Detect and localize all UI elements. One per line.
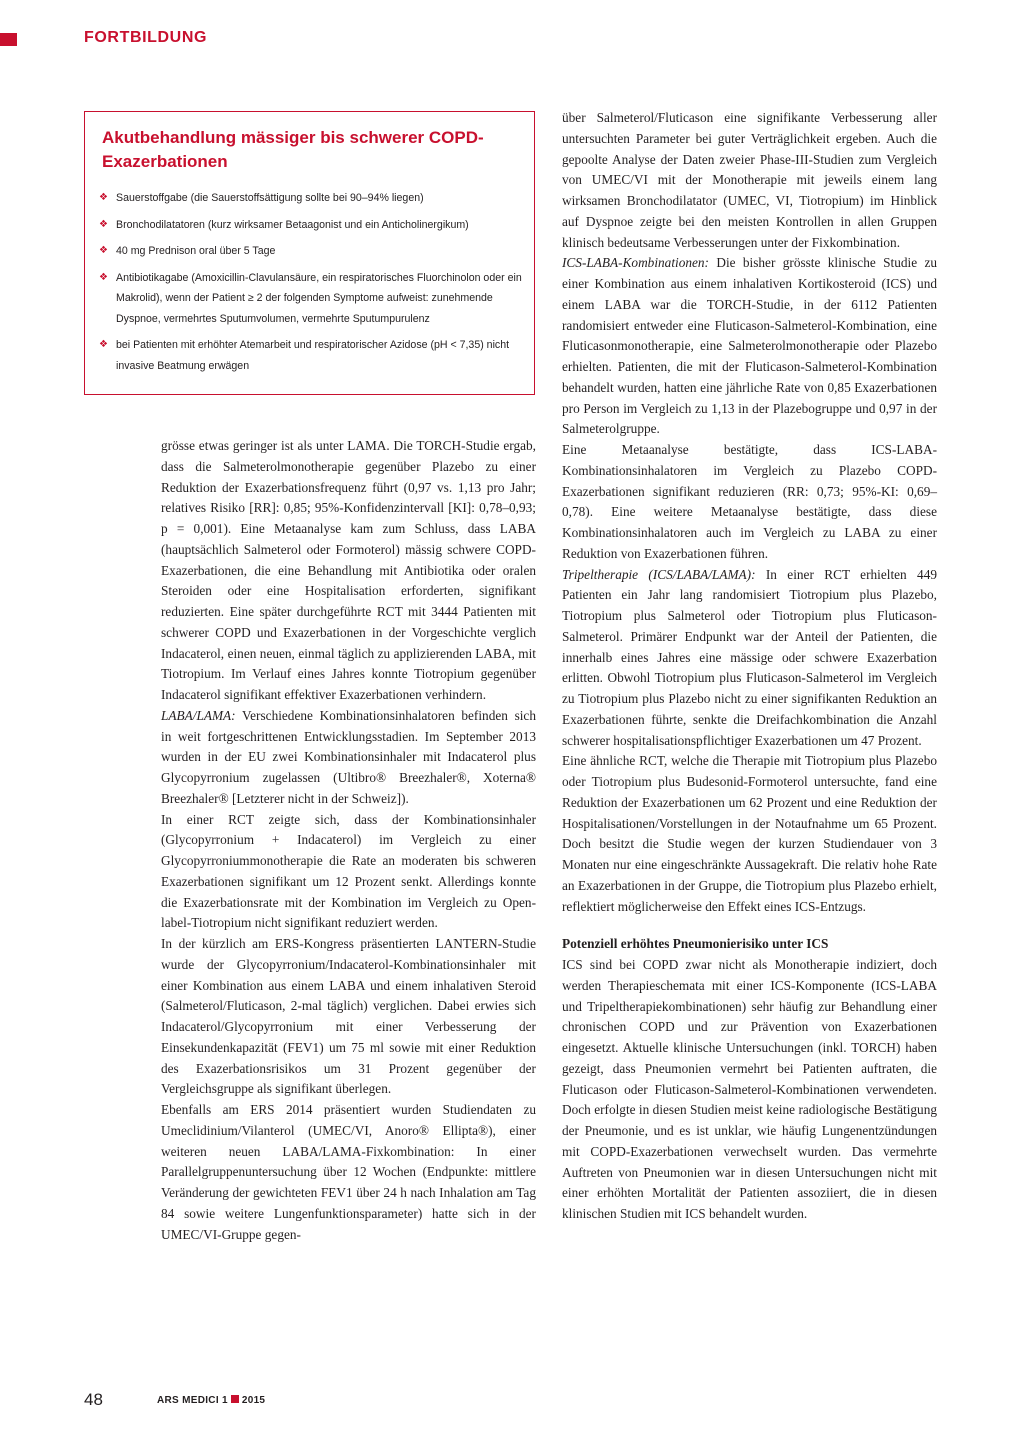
paragraph-lead: LABA/LAMA:	[161, 707, 236, 723]
paragraph: In der kürzlich am ERS-Kongress präsentierten LANTERN-Studie wurde der Glycopyrronium/Indacaterol-Kombinationsinhaler mit einer Kombination aus einem LABA und einem inhalativen Steroid (Salmeterol/Fluticason, 2-mal täglich) verglichen. Dabei erwies sich Indacaterol/Glycopyrronium mit einer Verbesserung der Einsekundenkapazität (FEV1) um 75 ml sowie mit einer Reduktion des Exazerbationsrisikos um 31 Prozent gegenüber der Vergleichsgruppe als signifikant überlegen.	[161, 936, 536, 1097]
section-marker	[0, 33, 17, 46]
subheading: Potenziell erhöhtes Pneumonierisiko unter ICS	[562, 936, 829, 952]
list-item: ❖ bei Patienten mit erhöhter Atemarbeit und respiratorischer Azidose (pH < 7,35) nicht invasive Beatmung erwägen	[99, 335, 524, 376]
left-column	[161, 436, 536, 1245]
diamond-bullet-icon: ❖	[99, 271, 108, 283]
footer-square-icon	[231, 1395, 239, 1403]
page-number: 48	[84, 1390, 103, 1409]
paragraph: In einer RCT zeigte sich, dass der Kombinationsinhaler (Glycopyrronium + Indacaterol) im Vergleich zu einer Glycopyrroniummonotherapie die Rate an moderaten bis schweren Exazerbationen signifikant um 12 Prozent senkt. Allerdings konnte die Exazerbationsrate mit der Kombination im Vergleich zu Open-label-Tiotropium nicht signifikant reduziert werden.	[161, 811, 536, 931]
paragraph: ICS-LABA-Kombinationen: Die bisher grösste klinische Studie zu einer Kombination aus einem inhalativen Kortikosteroid (ICS) und einem LABA war die TORCH-Studie, in der 6112 Patienten randomisiert entweder eine Fluticason-Salmeterol-Kombination, eine Fluticasonmonotherapie, eine Salmeterolmonotherapie oder Plazebo erhielten. Patienten, die mit der Fluticason-Salmeterol-Kombination behandelt wurden, hatten eine jährliche Rate von 0,85 Exazerbationen pro Person im Vergleich zu 1,13 in der Plazebogruppe und 0,97 in der Salmeterolgruppe.	[562, 255, 937, 437]
section-label: FORTBILDUNG	[84, 29, 208, 46]
infobox	[84, 111, 535, 395]
paragraph: ICS sind bei COPD zwar nicht als Monotherapie indiziert, doch werden Therapieschemata mit einer ICS-Komponente (ICS-LABA und Tripeltherapiekombinationen) sehr häufig zur Behandlung einer chronischen COPD und zur Prävention von Exazerbationen eingesetzt. Aktuelle klinische Untersuchungen (inkl. TORCH) haben gezeigt, dass Pneumonien vermehrt bei Patienten auftraten, die Fluticason oder Fluticason-Salmeterol-Kombinationen verwendeten. Doch erfolgte in diesen Studien meist keine radiologische Bestätigung der Pneumonie, und es ist unklar, wie häufig Lungenentzündungen mit COPD-Exazerbationen verwechselt wurden. Das vermehrte Auftreten von Pneumonien war in diesen Untersuchungen nicht mit einer erhöhten Mortalität der Patienten assoziiert, die in diesen klinischen Studien mit ICS behandelt wurden.	[562, 957, 937, 1221]
diamond-bullet-icon: ❖	[99, 218, 108, 230]
journal-name: ARS MEDICI 1	[157, 1395, 228, 1406]
list-item: ❖ Bronchodilatatoren (kurz wirksamer Betaagonist und ein Anticholinergikum)	[99, 215, 524, 236]
paragraph: Ebenfalls am ERS 2014 präsentiert wurden Studiendaten zu Umeclidinium/Vilanterol (UMEC/VI, Anoro® Ellipta®), einer weiteren neuen LABA/LAMA-Fixkombination: In einer Parallelgruppenuntersuchung über 12 Wochen (Endpunkte: mittlere Veränderung der gewichteten FEV1 über 24 h nach Inhalation am Tag 84 sowie weitere Lungenfunktionsparameter) hatte sich in der UMEC/VI-Gruppe gegen-	[161, 1102, 536, 1242]
diamond-bullet-icon: ❖	[99, 339, 108, 350]
paragraph: Tripeltherapie (ICS/LABA/LAMA): In einer RCT erhielten 449 Patienten ein Jahr lang randomisiert Tiotropium plus Plazebo, Tiotropium plus Salmeterol oder Tiotropium plus Fluticason-Salmeterol. Primärer Endpunkt war der Anteil der Patienten, die innerhalb eines Jahres eine mässige oder schwere Exazerbation erlitten. Obwohl Tiotropium plus Fluticason-Salmeterol im Vergleich zu Tiotropium plus Plazebo nicht zu einer signifikanten Reduktion an Exazerbationen führte, senkte die Dreifachkombination die Anzahl schwerer hospitalisationspflichtiger Exazerbationen um 47 Prozent.	[562, 566, 937, 748]
paragraph: über Salmeterol/Fluticason eine signifikante Verbesserung aller untersuchten Parameter bei guter Verträglichkeit ergeben. Auch die gepoolte Analyse der Daten zweier Phase-III-Studien zum Vergleich von UMEC/VI mit der Monotherapie mit jeweils einem lang wirksamen Bronchodilatator (UMEC, VI, Tiotropium) im Hinblick auf Dyspnoe zeigte bei den meisten Kontrollen in allen Gruppen klinisch bedeutsame Verbesserungen unter der Fixkombination.	[562, 110, 937, 250]
journal-year: 2015	[241, 1395, 266, 1406]
infobox-title: Akutbehandlung mässiger bis schwerer COPD-Exazerbationen	[102, 128, 484, 171]
paragraph: Eine ähnliche RCT, welche die Therapie mit Tiotropium plus Plazebo oder Tiotropium plus Budesonid-Formoterol untersuchte, fand eine Reduktion der Exazerbationen um 62 Prozent und eine Reduktion der Hospitalisationen/Vorstellungen in der Notaufnahme um 65 Prozent. Doch besitzt die Studie wegen der kurzen Studiendauer von 3 Monaten nur eine eingeschränkte Aussagekraft. Die relativ hohe Rate an Exazerbationen in der Gruppe, die Tiotropium plus Plazebo erhielt, reflektiert möglicherweise den Effekt eines ICS-Entzugs.	[562, 753, 937, 914]
paragraph-lead: ICS-LABA-Kombinationen:	[562, 255, 709, 271]
paragraph: LABA/LAMA: Verschiedene Kombinationsinhalatoren befinden sich in weit fortgeschrittenen Entwicklungsstadien. Im September 2013 wurden in der EU zwei Kombinationsinhaler mit Indacaterol plus Glycopyrronium zugelassen (Ultibro® Breezhaler®, Xoterna® Breezhaler® [Letzterer nicht in der Schweiz]).	[161, 707, 536, 806]
diamond-bullet-icon: ❖	[99, 245, 108, 256]
paragraph: grösse etwas geringer ist als unter LAMA. Die TORCH-Studie ergab, dass die Salmeterolmonotherapie gegenüber Plazebo zu einer Reduktion der Exazerbationsfrequenz führt (0,97 vs. 1,13 pro Jahr; relatives Risiko [RR]: 0,85; 95%-Konfidenzintervall [KI]: 0,78–0,93; p = 0,001). Eine Metaanalyse kam zum Schluss, dass LABA (hauptsächlich Salmeterol oder Formoterol) mässig schwere COPD-Exazerbationen, die eine Behandlung mit Antibiotika oder oralen Steroiden oder eine Hospitalisation erforderten, signifikant reduzierten. Eine später durchgeführte RCT mit 3444 Patienten mit schwerer COPD und Exazerbationen in der Vorgeschichte verglich Indacaterol, einen neuen, einmal täglich zu applizierenden LABA, mit Tiotropium. Im Verlauf eines Jahres konnte Tiotropium gegenüber Indacaterol signifikant effektiver Exazerbationen verhindern.	[161, 438, 536, 702]
infobox-list	[99, 188, 524, 382]
paragraph-lead: Tripeltherapie (ICS/LABA/LAMA):	[562, 566, 756, 582]
list-item: ❖ 40 mg Prednison oral über 5 Tage	[99, 241, 524, 262]
list-item: ❖ Antibiotikagabe (Amoxicillin-Clavulansäure, ein respiratorisches Fluorchinolon oder ein Makrolid), wenn der Patient ≥ 2 der folgenden Symptome aufweist: zunehmende Dyspnoe, vermehrtes Sputumvolumen, vermehrte Sputumpurulenz	[99, 268, 524, 330]
list-item: ❖ Sauerstoffgabe (die Sauerstoffsättigung sollte bei 90–94% liegen)	[99, 188, 524, 209]
paragraph: Eine Metaanalyse bestätigte, dass ICS-LABA-Kombinationsinhalatoren im Vergleich zu Plazebo COPD-Exazerbationen signifikant reduzieren (RR: 0,73; 95%-KI: 0,69–0,78). Eine weitere Metaanalyse bestätigte, dass diese Kombinationsinhalatoren auch im Vergleich zu LABA zu einer Reduktion von Exazerbationen führen.	[562, 442, 937, 561]
diamond-bullet-icon: ❖	[99, 192, 108, 203]
right-column	[562, 108, 937, 1225]
journal-footer	[157, 1395, 265, 1406]
